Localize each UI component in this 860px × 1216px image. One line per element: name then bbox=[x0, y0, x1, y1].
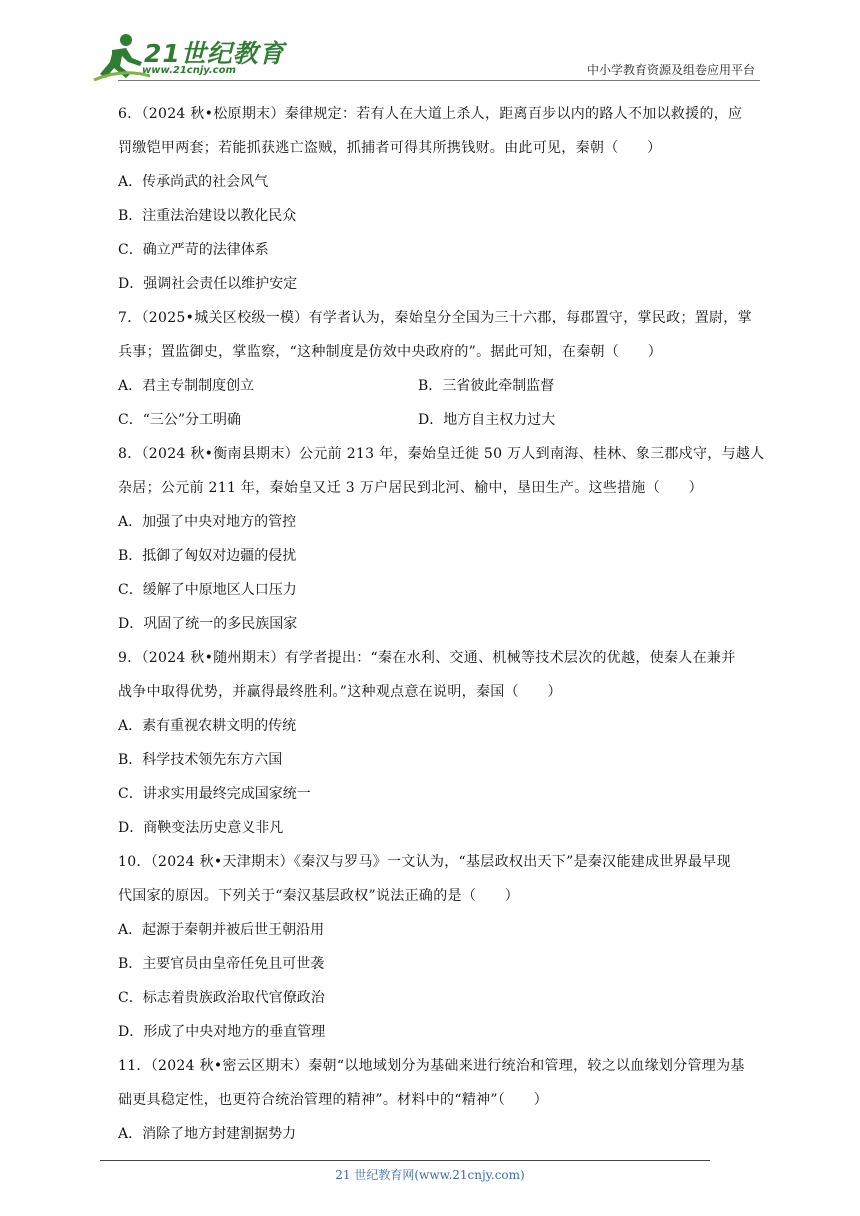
option-d: D．形成了中央对地方的垂直管理 bbox=[118, 1024, 326, 1040]
option-d: D．商鞅变法历史意义非凡 bbox=[118, 820, 284, 836]
option-d: D．地方自主权力过大 bbox=[418, 412, 556, 428]
option-b: B．注重法治建设以教化民众 bbox=[118, 208, 297, 224]
question-8 bbox=[118, 437, 763, 641]
option-a: A．消除了地方封建割据势力 bbox=[118, 1126, 297, 1142]
logo-url: www.21cnjy.com bbox=[142, 65, 236, 76]
option-a: A．起源于秦朝并被后世王朝沿用 bbox=[118, 922, 325, 938]
question-7 bbox=[118, 301, 763, 437]
question-text-line: 兵事；置监御史，掌监察，“这种制度是仿效中央政府的”。据此可知，在秦朝（ ） bbox=[118, 344, 663, 360]
option-a: A．传承尚武的社会风气 bbox=[118, 174, 269, 190]
question-text-line: 础更具稳定性，也更符合统治管理的精神”。材料中的“精神”（ ） bbox=[118, 1092, 549, 1108]
question-text-line: 战争中取得优势，并赢得最终胜利。”这种观点意在说明，秦国（ ） bbox=[118, 684, 562, 700]
question-9 bbox=[118, 641, 763, 845]
option-c: C．缓解了中原地区人口压力 bbox=[118, 582, 297, 598]
site-logo[interactable] bbox=[92, 32, 285, 84]
question-list bbox=[118, 97, 763, 1151]
option-a: A．加强了中央对地方的管控 bbox=[118, 514, 297, 530]
page-header bbox=[0, 0, 860, 90]
option-row bbox=[118, 369, 763, 403]
question-11 bbox=[118, 1049, 763, 1151]
option-c: C．标志着贵族政治取代官僚政治 bbox=[118, 990, 325, 1006]
question-text-line: 杂居；公元前 211 年，秦始皇又迁 3 万户居民到北河、榆中，垦田生产。这些措施（ ） bbox=[118, 480, 703, 496]
question-text-line: 代国家的原因。下列关于“秦汉基层政权”说法正确的是（ ） bbox=[118, 888, 520, 904]
option-b: B．科学技术领先东方六国 bbox=[118, 752, 283, 768]
option-b: B．主要官员由皇帝任免且可世袭 bbox=[118, 956, 325, 972]
question-text-line: 10．（2024 秋•天津期末）《秦汉与罗马》一文认为，“基层政权出天下”是秦汉能建成世界最早现 bbox=[118, 854, 731, 870]
option-b: B．抵御了匈奴对边疆的侵扰 bbox=[118, 548, 297, 564]
footer-link[interactable]: 21 世纪教育网(www.21cnjy.com) bbox=[335, 1168, 525, 1182]
option-b: B．三省彼此牵制监督 bbox=[418, 378, 555, 394]
option-a: A．君主专制制度创立 bbox=[118, 378, 255, 394]
option-d: D．强调社会责任以维护安定 bbox=[118, 276, 298, 292]
platform-name: 中小学教育资源及组卷应用平台 bbox=[586, 63, 755, 77]
question-6 bbox=[118, 97, 763, 301]
option-d: D．巩固了统一的多民族国家 bbox=[118, 616, 298, 632]
footer-divider bbox=[100, 1160, 710, 1161]
option-a: A．素有重视农耕文明的传统 bbox=[118, 718, 297, 734]
question-text-line: 7．（2025•城关区校级一模）有学者认为，秦始皇分全国为三十六郡，每郡置守，掌民政；置尉，掌 bbox=[118, 310, 752, 326]
question-text-line: 罚缴铠甲两套；若能抓获逃亡盗贼，抓捕者可得其所携钱财。由此可见，秦朝（ ） bbox=[118, 140, 662, 156]
header-divider bbox=[118, 80, 760, 81]
option-c: C．“三公”分工明确 bbox=[118, 412, 242, 428]
runner-logo-icon bbox=[92, 32, 152, 84]
logo-text: 21世纪教育 bbox=[144, 39, 285, 68]
question-text-line: 9．（2024 秋•随州期末）有学者提出：“秦在水利、交通、机械等技术层次的优越，使秦人在兼并 bbox=[118, 650, 736, 666]
option-row bbox=[118, 403, 763, 437]
question-text-line: 11．（2024 秋•密云区期末）秦朝“以地域划分为基础来进行统治和管理，较之以血缘划分管理为基 bbox=[118, 1058, 745, 1074]
question-text-line: 8．（2024 秋•衡南县期末）公元前 213 年，秦始皇迁徙 50 万人到南海、桂林、象三郡戍守，与越人 bbox=[118, 446, 765, 462]
question-10 bbox=[118, 845, 763, 1049]
option-c: C．确立严苛的法律体系 bbox=[118, 242, 269, 258]
option-c: C．讲求实用最终完成国家统一 bbox=[118, 786, 311, 802]
question-text-line: 6．（2024 秋•松原期末）秦律规定：若有人在大道上杀人，距离百步以内的路人不加以救援的，应 bbox=[118, 106, 743, 122]
